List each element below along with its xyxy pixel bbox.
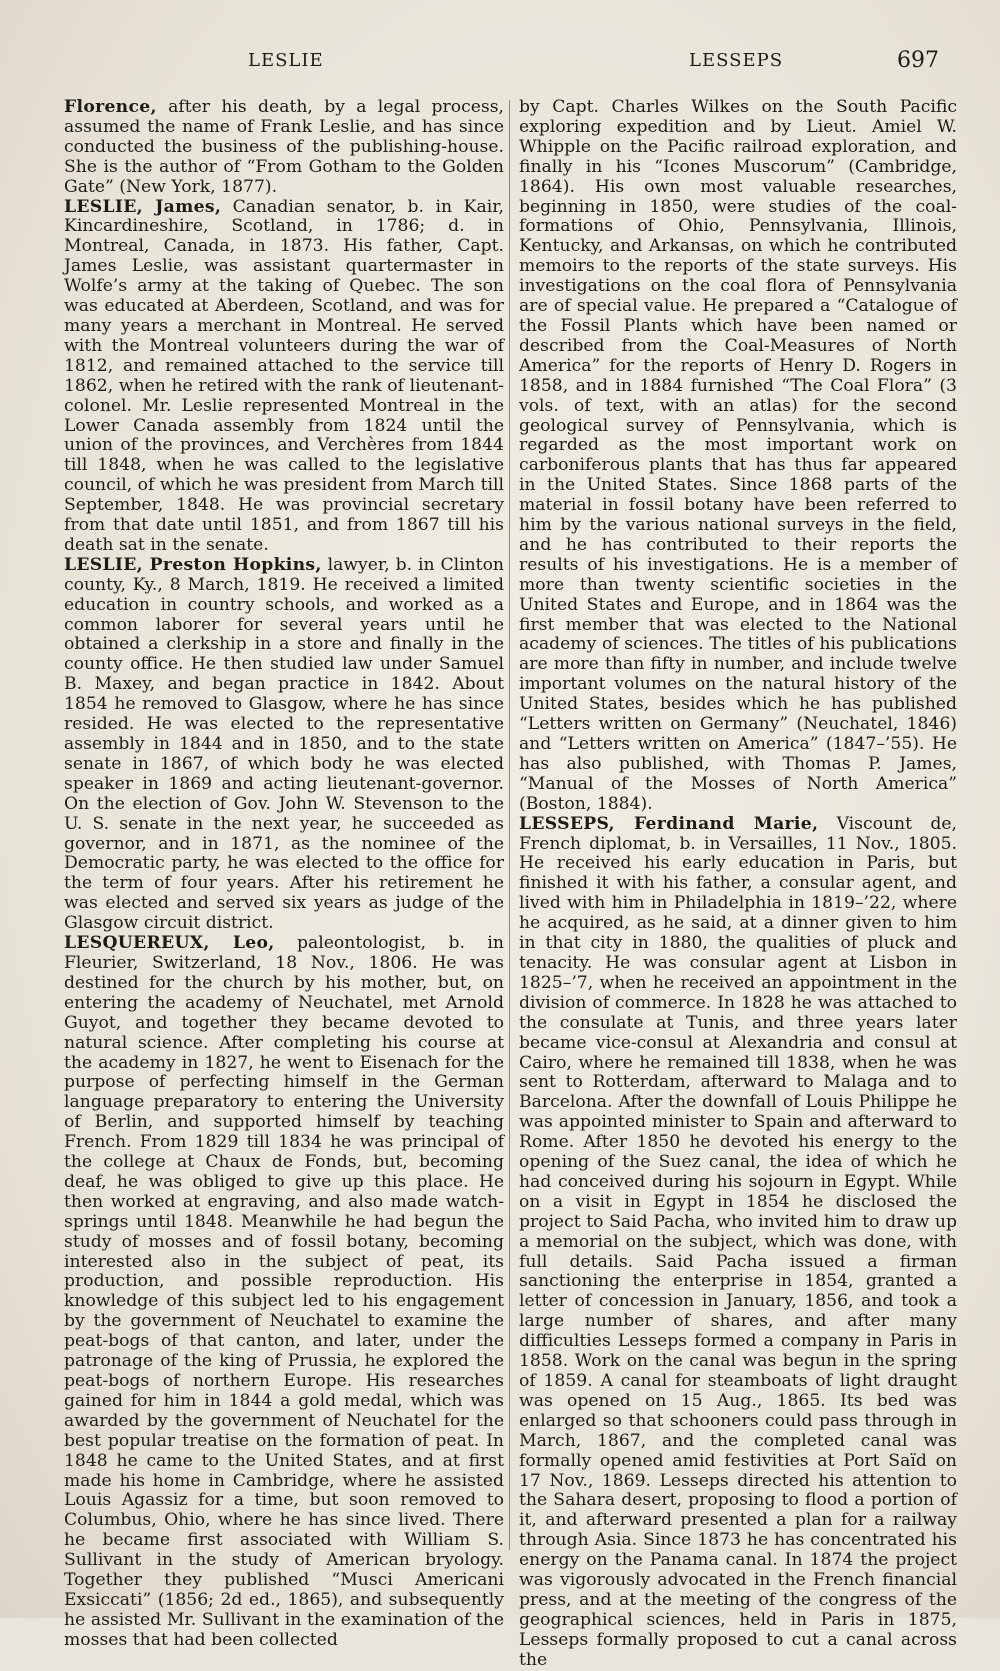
entry-text: lawyer, b. in Clinton county, Ky., 8 March, 1819. He received a limited education in country schools, and worked as a common laborer for several years until he obtained a clerkship in a store and finally in the county office. He then studied law under Samuel B. Maxey, and began practice in 1842. About 1854 he removed to Glasgow, where he has since resided. He was elected to the representative assembly in 1844 and in 1850, and to the state senate in 1867, of which body he was elected speaker in 1869 and acting lieutenant-governor. On the election of Gov. John W. Stevenson to the U. S. senate in the next year, he succeeded as governor, and in 1871, as the nominee of the Democratic party, he was elected to the office for the term of four years. After his retirement he was elected and served six years as judge of the Glasgow circuit district. [64,554,504,934]
header-left-word: LESLIE [248,50,324,71]
entry-name: LESQUEREUX, Leo, [64,933,275,954]
right-column [519,98,957,1671]
entry-text: paleontologist, b. in Fleurier, Switzerland, 18 Nov., 1806. He was destined for the church by his mother, but, on entering the academy of Neuchatel, met Arnold Guyot, and together they became devoted to natural science. After completing his course at the academy in 1827, he went to Eisenach for the purpose of perfecting himself in the German language preparatory to entering the University of Berlin, and supported himself by teaching French. From 1829 till 1834 he was principal of the college at Chaux de Fonds, but, becoming deaf, he was obliged to give up this place. He then worked at engraving, and also made watch-springs until 1848. Meanwhile he had begun the study of mosses and of fossil botany, becoming interested also in the subject of peat, its production, and possible reproduction. His knowledge of this subject led to his engagement by the government of Neuchatel to examine the peat-bogs of that canton, and later, under the patronage of the king of Prussia, he explored the peat-bogs of northern Europe. His researches gained for him in 1844 a gold medal, which was awarded by the government of Neuchatel for the best popular treatise on the formation of peat. In 1848 he came to the United States, and at first made his home in Cambridge, where he assisted Louis Agassiz for a time, but soon removed to Columbus, Ohio, where he has since lived. There he became first associated with William S. Sullivant in the study of American bryology. Together they published “Musci Americani Exsiccati” (1856; 2d ed., 1865), and subsequently he assisted Mr. Sullivant in the examination of the mosses that had been collected [64,933,504,1650]
entry-lesseps [519,815,957,1671]
entry-lesquereux-continued [519,98,957,815]
entry-florence-leslie [64,98,504,198]
entry-name: LESLIE, James, [64,196,222,217]
running-header [0,50,1000,80]
entry-name: LESSEPS, Ferdinand Marie, [519,813,819,834]
column-divider [509,100,510,1550]
entry-text: Canadian senator, b. in Kair, Kincardineshire, Scotland, in 1786; d. in Montreal, Canada, in 1873. His father, Capt. James Leslie, was assistant quartermaster in Wolfe’s army at the taking of Quebec. The son was educated at Aberdeen, Scotland, and was for many years a merchant in Montreal. He served with the Montreal volunteers during the war of 1812, and remained attached to the service till 1862, when he retired with the rank of lieutenant-colonel. Mr. Leslie represented Montreal in the Lower Canada assembly from 1824 until the union of the provinces, and Verchères from 1844 till 1848, when he was called to the legislative council, of which he was president from March till September, 1848. He was provincial secretary from that date until 1851, and from 1867 till his death sat in the senate. [64,196,505,555]
entry-james-leslie [64,198,504,556]
entry-text: by Capt. Charles Wilkes on the South Pacific exploring expedition and by Lieut. Amiel W. Whipple on the Pacific railroad exploration, and finally in his “Icones Muscorum” (Cambridge, 1864). His own most valuable researches, beginning in 1850, were studies of the coal-formations of Ohio, Pennsylvania, Illinois, Kentucky, and Arkansas, on which he contributed memoirs to the reports of the state surveys. His investigations on the coal flora of Pennsylvania are of special value. He prepared a “Catalogue of the Fossil Plants which have been named or described from the Coal-Measures of North America” for the reports of Henry D. Rogers in 1858, and in 1884 furnished “The Coal Flora” (3 vols. of text, with an atlas) for the second geological survey of Pennsylvania, which is regarded as the most important work on carboniferous plants that has thus far appeared in the United States. Since 1868 parts of the material in fossil botany have been referred to him by the various national surveys in the field, and he has contributed to their reports the results of his investigations. He is a member of more than twenty scientific societies in the United States and Europe, and in 1864 was the first member that was elected to the National academy of sciences. The titles of his publications are more than fifty in number, and include twelve important volumes on the natural history of the United States, besides which he has published “Letters written on Germany” (Neuchatel, 1846) and “Letters written on America” (1847–’55). He has also published, with Thomas P. James, “Manual of the Mosses of North America” (Boston, 1884). [519,97,957,814]
entry-name: Florence, [64,97,157,117]
entry-text: Viscount de, French diplomat, b. in Versailles, 11 Nov., 1805. He received his early education in Paris, but finished it with his father, a consular agent, and lived with him in Philadelphia in 1819–’22, where he acquired, as he said, at a dinner given to him in that city in 1880, the qualities of pluck and tenacity. He was consular agent at Lisbon in 1825–’7, when he received an appointment in the division of commerce. In 1828 he was attached to the consulate at Tunis, and three years later became vice-consul at Alexandria and consul at Cairo, where he remained till 1838, when he was sent to Rotterdam, afterward to Malaga and to Barcelona. After the downfall of Louis Philippe he was appointed minister to Spain and afterward to Rome. After 1850 he devoted his energy to the opening of the Suez canal, the idea of which he had conceived during his sojourn in Egypt. While on a visit in Egypt in 1854 he disclosed the project to Said Pacha, who invited him to draw up a memorial on the subject, which was done, with full details. Said Pacha issued a firman sanctioning the enterprise in 1854, granted a letter of concession in January, 1856, and took a large number of shares, and after many difficulties Lesseps formed a company in Paris in 1858. Work on the canal was begun in the spring of 1859. A canal for steamboats of light draught was opened on 15 Aug., 1865. Its bed was enlarged so that schooners could pass through in March, 1867, and the completed canal was formally opened amid festivities at Port Saïd on 17 Nov., 1869. Lesseps directed his attention to the Sahara desert, proposing to flood a portion of it, and afterward presented a plan for a railway through Asia. Since 1873 he has concentrated his energy on the Panama canal. In 1874 the project was vigorously advocated in the French financial press, and at the meeting of the congress of the geographical sciences, held in Paris in 1875, Lesseps formally proposed to cut a canal across the [519,813,957,1670]
header-right-word: LESSEPS [689,50,784,71]
entry-preston-leslie [64,556,504,934]
page-number: 697 [897,48,939,73]
left-column [64,98,504,1651]
entry-text: after his death, by a legal process, assumed the name of Frank Leslie, and has since conducted the business of the publishing-house. She is the author of “From Gotham to the Golden Gate” (New York, 1877). [64,97,504,197]
entry-name: LESLIE, Preston Hopkins, [64,554,322,575]
entry-lesquereux [64,934,504,1651]
